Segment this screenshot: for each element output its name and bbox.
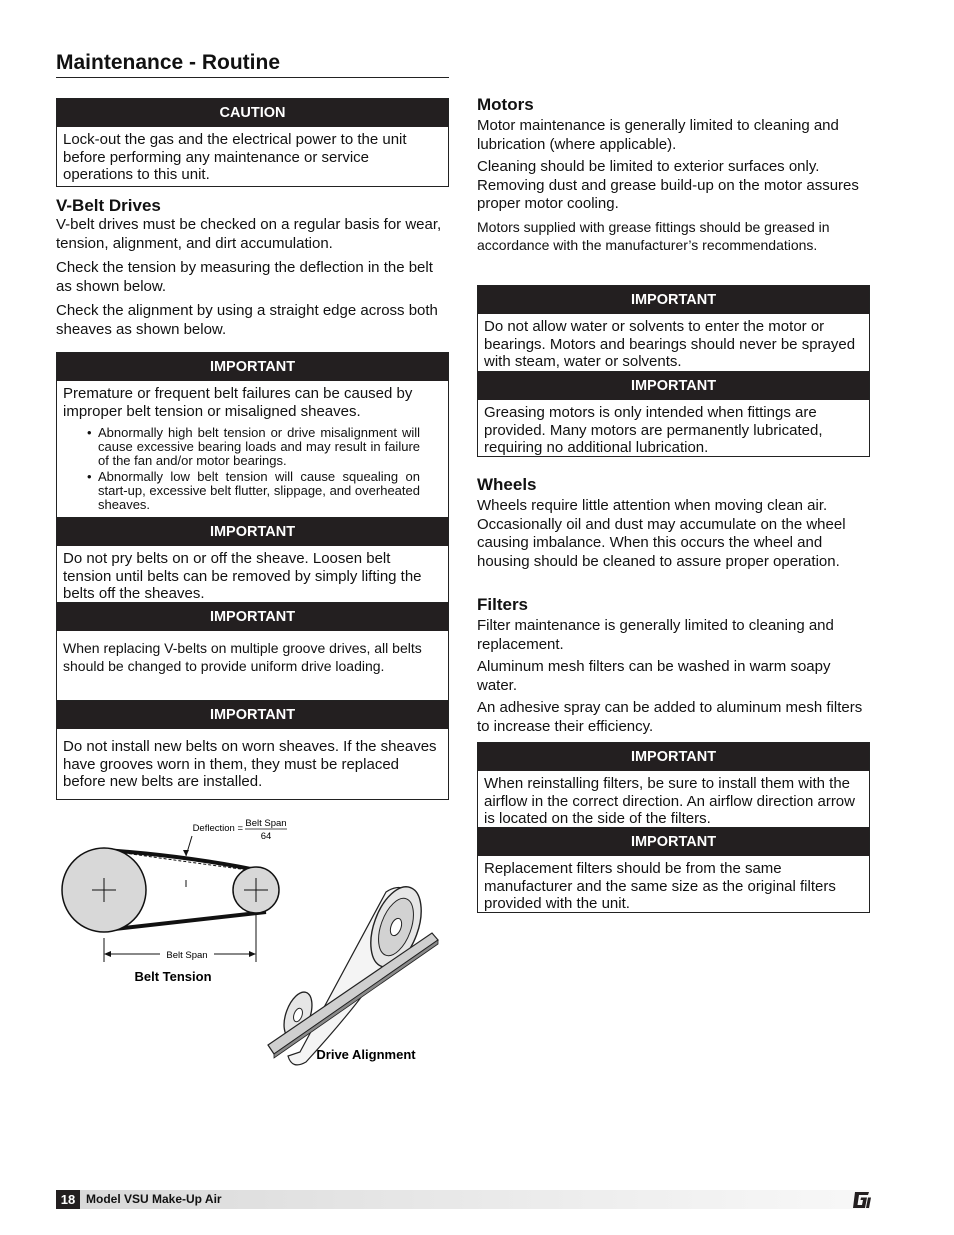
important-text: Do not pry belts on or off the sheave. Loosen belt tension until belts can be removed by simply lifting the belts off the sheaves. — [63, 550, 422, 602]
vbelt-section — [56, 196, 449, 339]
important-text: Premature or frequent belt failures can be caused by improper belt tension or misaligned sheaves. — [63, 385, 413, 420]
important-text: Do not install new belts on worn sheaves. If the sheaves have grooves worn in them, they must be replaced before new belts are installed. — [63, 738, 437, 790]
filters-paragraph: Aluminum mesh filters can be washed in warm soapy water. — [477, 658, 831, 694]
important-box-replacement-filters — [477, 827, 870, 913]
deflection-label: Deflection = — [192, 823, 243, 834]
deflection-arrowhead — [183, 850, 189, 856]
fraction-numerator: Belt Span — [245, 818, 287, 829]
belt-failure-bullets — [63, 426, 442, 512]
important-header: IMPORTANT — [57, 518, 448, 546]
important-body — [57, 381, 448, 512]
important-box-worn-sheaves — [56, 700, 449, 800]
motors-paragraph: Motors supplied with grease fittings should be greased in accordance with the manufacturer’s recommendations. — [477, 218, 830, 253]
filters-section — [477, 595, 870, 736]
important-header: IMPORTANT — [57, 701, 448, 729]
greenheck-g-logo-icon — [852, 1191, 872, 1209]
belt-tension-drawing — [62, 818, 287, 984]
important-box-greasing-motors — [477, 371, 870, 457]
important-text: Do not allow water or solvents to enter the motor or bearings. Motors and bearings should never be sprayed with steam, water or solvents. — [484, 318, 856, 370]
wheels-section — [477, 475, 870, 571]
vbelt-paragraph: V-belt drives must be checked on a regular basis for wear, tension, alignment, and dirt accumulation. — [56, 216, 442, 252]
footer-model-name: Model VSU Make-Up Air — [86, 1192, 222, 1206]
motors-section — [477, 95, 870, 255]
important-text: When reinstalling filters, be sure to install them with the airflow in the correct direction. An airflow direction arrow is located on the side of the filters. — [484, 775, 855, 827]
important-box-reinstall-filters — [477, 742, 870, 828]
vbelt-paragraph: Check the alignment by using a straight edge across both sheaves as shown below. — [56, 302, 438, 338]
logo-bar-shape — [866, 1198, 871, 1209]
important-text: Greasing motors is only intended when fittings are provided. Many motors are permanently lubricated, requiring no additional lubrication. — [484, 404, 823, 456]
important-box-replacing-belts — [56, 602, 449, 701]
important-box-pry-belts — [56, 517, 449, 603]
page-number: 18 — [56, 1190, 80, 1209]
span-arrow-right — [249, 951, 256, 957]
bullet-item: • Abnormally low belt tension will cause squealing on start-up, excessive belt flutter, slippage, and overheated sheaves. — [87, 470, 420, 512]
straight-edge — [268, 933, 438, 1054]
important-text: Replacement filters should be from the same manufacturer and the same size as the original filters provided with the unit. — [484, 860, 836, 912]
bullet-item: • Abnormally high belt tension or drive misalignment will cause excessive bearing loads and may result in failure of the fan and/or motor bearings. — [87, 426, 420, 468]
caution-box — [56, 98, 449, 187]
belt-span-label: Belt Span — [166, 950, 208, 961]
wheels-paragraph: Wheels require little attention when moving clean air. Occasionally oil and dust may accumulate on the wheel causing imbalance. When this occurs the wheel and housing should be cleaned to assure proper operation. — [477, 497, 846, 570]
drive-alignment-caption: Drive Alignment — [316, 1047, 416, 1062]
page-title: Maintenance - Routine — [56, 50, 449, 78]
important-header: IMPORTANT — [478, 828, 869, 856]
important-header: IMPORTANT — [478, 372, 869, 400]
important-header: IMPORTANT — [57, 353, 448, 381]
motors-paragraph: Motor maintenance is generally limited to cleaning and lubrication (where applicable). — [477, 117, 839, 153]
belt-tension-caption: Belt Tension — [134, 969, 212, 984]
caution-text: Lock-out the gas and the electrical power to the unit before performing any maintenance or service operations to this unit. — [63, 131, 407, 183]
motors-heading: Motors — [477, 95, 534, 114]
important-header: IMPORTANT — [57, 603, 448, 631]
important-text: When replacing V-belts on multiple groove drives, all belts should be changed to provide uniform drive loading. — [63, 640, 422, 674]
filters-heading: Filters — [477, 595, 529, 614]
important-box-belt-failures — [56, 352, 449, 518]
fraction-denominator: 64 — [260, 831, 272, 842]
vbelt-heading: V-Belt Drives — [56, 196, 161, 215]
belt-diagram — [56, 812, 449, 1070]
filters-paragraph: Filter maintenance is generally limited to cleaning and replacement. — [477, 617, 834, 653]
important-header: IMPORTANT — [478, 743, 869, 771]
vbelt-paragraph: Check the tension by measuring the deflection in the belt as shown below. — [56, 259, 433, 295]
span-arrow-left — [104, 951, 111, 957]
motors-paragraph: Cleaning should be limited to exterior surfaces only. Removing dust and grease build-up on the motor assures proper motor cooling. — [477, 158, 859, 212]
caution-header: CAUTION — [57, 99, 448, 127]
important-header: IMPORTANT — [478, 286, 869, 314]
drive-alignment-drawing — [268, 880, 438, 1065]
important-box-water-solvents — [477, 285, 870, 372]
wheels-heading: Wheels — [477, 475, 537, 494]
filters-paragraph: An adhesive spray can be added to aluminum mesh filters to increase their efficiency. — [477, 699, 863, 735]
